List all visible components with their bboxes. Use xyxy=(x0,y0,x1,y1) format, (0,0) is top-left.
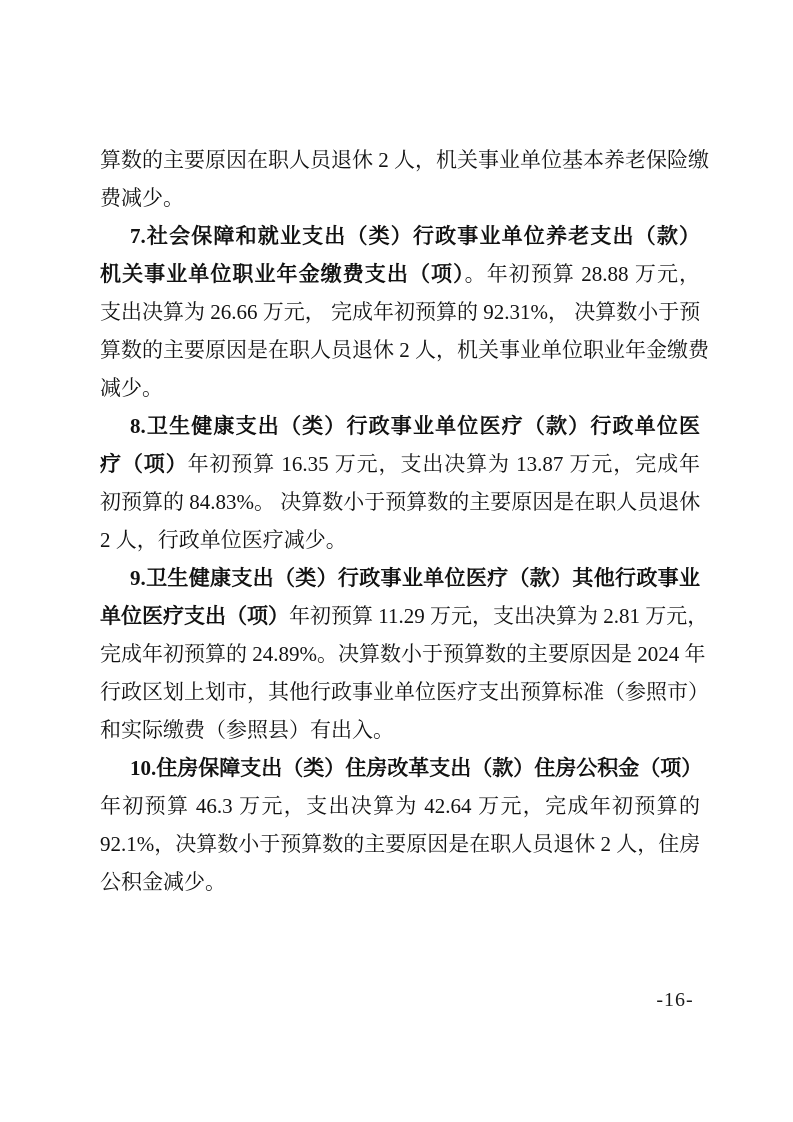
para-continuation xyxy=(100,141,709,217)
text-segment: 年初预算 11.29 万元，支出决算为 2.81 万元， xyxy=(289,604,709,628)
bold-text-segment: 9.卫生健康支出（类）行政事业单位医疗（款）其他行政事业 xyxy=(130,566,700,590)
para-item-7 xyxy=(100,217,709,407)
text-segment: 年初预算 46.3 万元，支出决算为 42.64 万元，完成年初预算的 xyxy=(100,794,700,818)
text-segment: 初预算的 84.83%。 决算数小于预算数的主要原因是在职人员退休 xyxy=(100,490,701,514)
text-line xyxy=(100,635,706,673)
document-lines xyxy=(100,141,709,901)
text-line xyxy=(100,711,700,749)
text-line xyxy=(100,863,700,901)
para-item-10 xyxy=(100,749,703,901)
text-line xyxy=(100,787,700,825)
bold-text-segment: 10.住房保障支出（类）住房改革支出（款）住房公积金（项） xyxy=(130,756,703,780)
text-line xyxy=(100,673,709,711)
text-segment: 减少。 xyxy=(100,376,163,400)
text-segment: 。年初预算 28.88 万元， xyxy=(464,262,701,286)
text-segment: 年初预算 16.35 万元，支出决算为 13.87 万元，完成年 xyxy=(187,452,701,476)
text-segment: 费减少。 xyxy=(100,186,184,210)
text-line xyxy=(100,293,700,331)
page-number: -16- xyxy=(656,989,694,1011)
text-line xyxy=(100,217,700,255)
text-line xyxy=(100,331,709,369)
para-item-8 xyxy=(100,407,700,559)
text-segment: 2 人，行政单位医疗减少。 xyxy=(100,528,347,552)
text-line xyxy=(100,483,700,521)
text-line xyxy=(100,141,709,179)
text-segment: 支出决算为 26.66 万元， 完成年初预算的 92.31%， 决算数小于预 xyxy=(100,300,701,324)
text-line xyxy=(100,369,700,407)
bold-text-segment: 机关事业单位职业年金缴费支出（项） xyxy=(100,262,465,286)
para-item-9 xyxy=(100,559,709,749)
text-segment: 完成年初预算的 24.89%。决算数小于预算数的主要原因是 2024 年 xyxy=(100,642,706,666)
text-line xyxy=(100,179,700,217)
bold-text-segment: 疗（项） xyxy=(100,452,188,476)
bold-text-segment: 单位医疗支出（项） xyxy=(100,604,289,628)
text-segment: 92.1%，决算数小于预算数的主要原因是在职人员退休 2 人，住房 xyxy=(100,832,701,856)
bold-text-segment: 8.卫生健康支出（类）行政事业单位医疗（款）行政单位医 xyxy=(130,414,700,438)
text-line xyxy=(100,255,700,293)
text-line xyxy=(100,407,700,445)
text-line xyxy=(100,445,700,483)
text-segment: 行政区划上划市，其他行政事业单位医疗支出预算标准（参照市） xyxy=(100,680,709,704)
text-line xyxy=(100,749,703,787)
text-line xyxy=(100,825,700,863)
bold-text-segment: 7.社会保障和就业支出（类）行政事业单位养老支出（款） xyxy=(130,224,700,248)
text-segment: 和实际缴费（参照县）有出入。 xyxy=(100,718,394,742)
text-segment: 算数的主要原因在职人员退休 2 人，机关事业单位基本养老保险缴 xyxy=(100,148,709,172)
text-line xyxy=(100,597,709,635)
text-segment: 公积金减少。 xyxy=(100,870,226,894)
text-line xyxy=(100,521,700,559)
text-line xyxy=(100,559,700,597)
text-segment: 算数的主要原因是在职人员退休 2 人，机关事业单位职业年金缴费 xyxy=(100,338,709,362)
